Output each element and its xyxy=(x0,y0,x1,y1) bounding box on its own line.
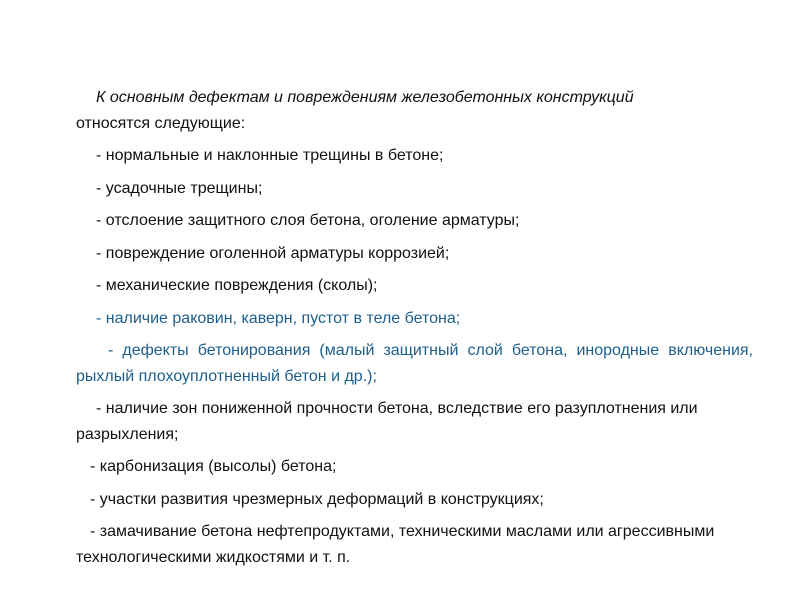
list-item: - нормальные и наклонные трещины в бетоне; xyxy=(96,147,444,164)
list-item: - механические повреждения (сколы); xyxy=(96,277,378,294)
list-item-highlighted: - наличие раковин, каверн, пустот в теле бетона; xyxy=(96,309,461,327)
intro-paragraph xyxy=(76,85,753,136)
intro-lead: К основным дефектам и повреждениям железобетонных конструкций xyxy=(96,89,634,106)
list-item: - участки развития чрезмерных деформаций в конструкциях; xyxy=(90,490,544,508)
list-item: - карбонизация (высолы) бетона; xyxy=(90,458,337,475)
defects-text-block xyxy=(76,85,753,577)
list-item: - повреждение оголенной арматуры коррозией; xyxy=(96,244,450,262)
list-item: - наличие зон пониженной прочности бетона, вследствие его разуплотнения или разрыхления; xyxy=(76,400,698,443)
list-item: - замачивание бетона нефтепродуктами, техническими маслами или агрессивными технологическими жидкостями и т. п. xyxy=(76,523,715,566)
intro-tail: относятся следующие: xyxy=(76,114,246,132)
list-item: - усадочные трещины; xyxy=(96,179,263,197)
list-item: - отслоение защитного слоя бетона, оголение арматуры; xyxy=(96,212,520,229)
list-item-highlighted: - дефекты бетонирования (малый защитный слой бетона, инородные включения, рыхлый плохоуплотненный бетон и др.); xyxy=(76,342,753,385)
